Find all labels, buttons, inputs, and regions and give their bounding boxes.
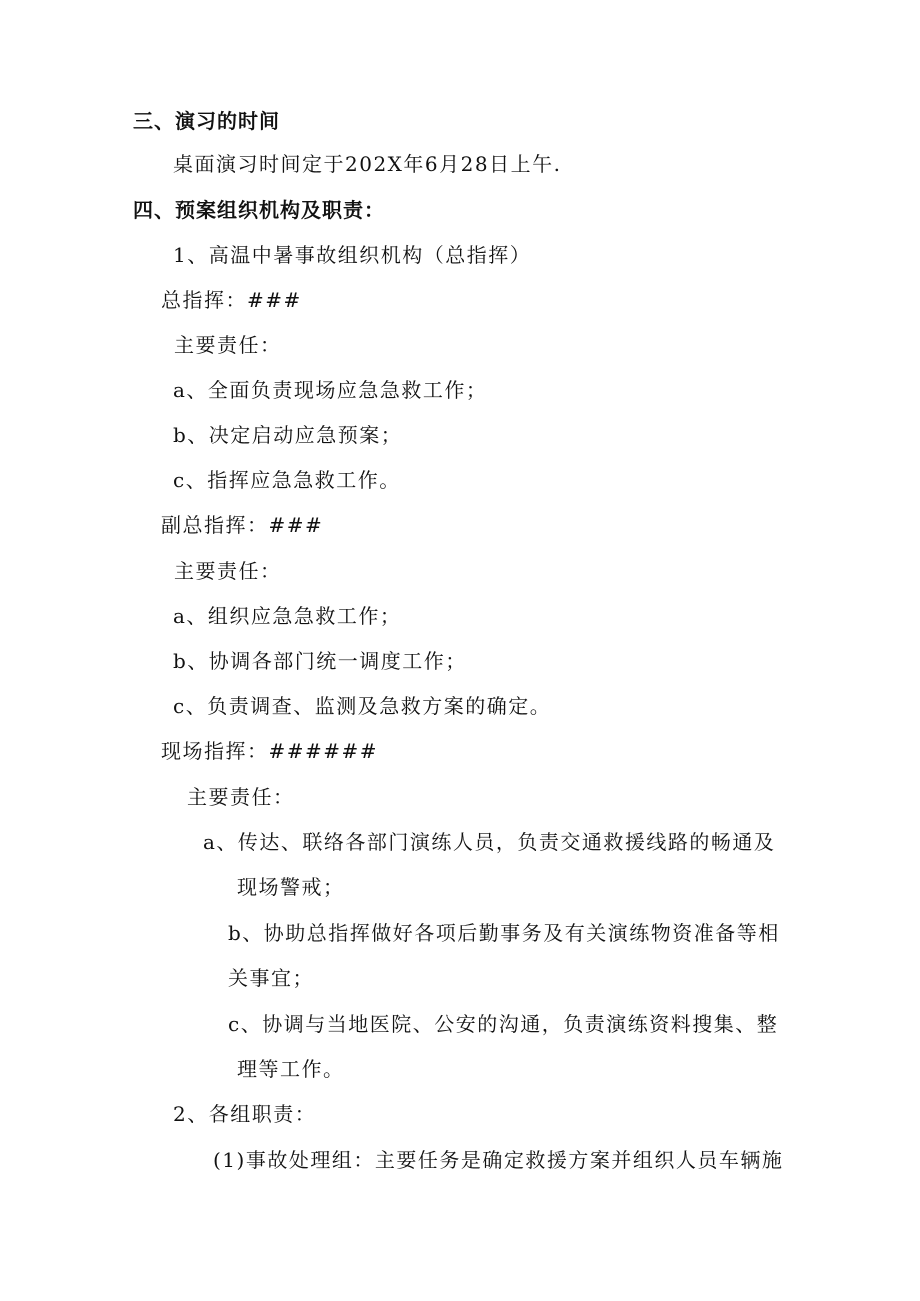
site-duty-a-line2: 现场警戒； — [237, 875, 345, 899]
group-1-description: (1)事故处理组：主要任务是确定救援方案并组织人员车辆施 — [213, 1148, 784, 1172]
site-duty-c-line1: c、协调与当地医院、公安的沟通，负责演练资料搜集、整 — [228, 1012, 779, 1036]
site-duty-c-line2: 理等工作。 — [237, 1057, 345, 1081]
deputy-duty-c: c、负责调查、监测及急救方案的确定。 — [173, 694, 552, 718]
org-item-1-title: 1、高温中暑事故组织机构（总指挥） — [173, 243, 532, 267]
org-item-2-title: 2、各组职责： — [173, 1102, 317, 1126]
deputy-duty-b: b、协调各部门统一调度工作； — [173, 649, 467, 673]
commander-duty-b: b、决定启动应急预案； — [173, 423, 403, 447]
site-duty-b-line2: 关事宜； — [228, 966, 314, 990]
commander-duty-a: a、全面负责现场应急急救工作； — [173, 378, 488, 402]
section-heading-organization: 四、预案组织机构及职责： — [133, 198, 385, 222]
commander-duty-title: 主要责任： — [174, 333, 282, 357]
deputy-duty-a: a、组织应急急救工作； — [173, 604, 402, 628]
deputy-duty-title: 主要责任： — [174, 559, 282, 583]
commander-label: 总指挥：### — [161, 288, 302, 312]
deputy-commander-label: 副总指挥：### — [161, 513, 324, 537]
site-duty-a-line1: a、传达、联络各部门演练人员，负责交通救援线路的畅通及 — [203, 830, 776, 854]
section-heading-drill-time: 三、演习的时间 — [133, 109, 280, 133]
commander-duty-c: c、指挥应急急救工作。 — [173, 468, 401, 492]
site-duty-title: 主要责任： — [187, 785, 295, 809]
site-duty-b-line1: b、协助总指挥做好各项后勤事务及有关演练物资准备等相 — [228, 921, 780, 945]
drill-time-text: 桌面演习时间定于202X年6月28日上午. — [173, 152, 562, 176]
site-commander-label: 现场指挥：###### — [161, 739, 379, 763]
